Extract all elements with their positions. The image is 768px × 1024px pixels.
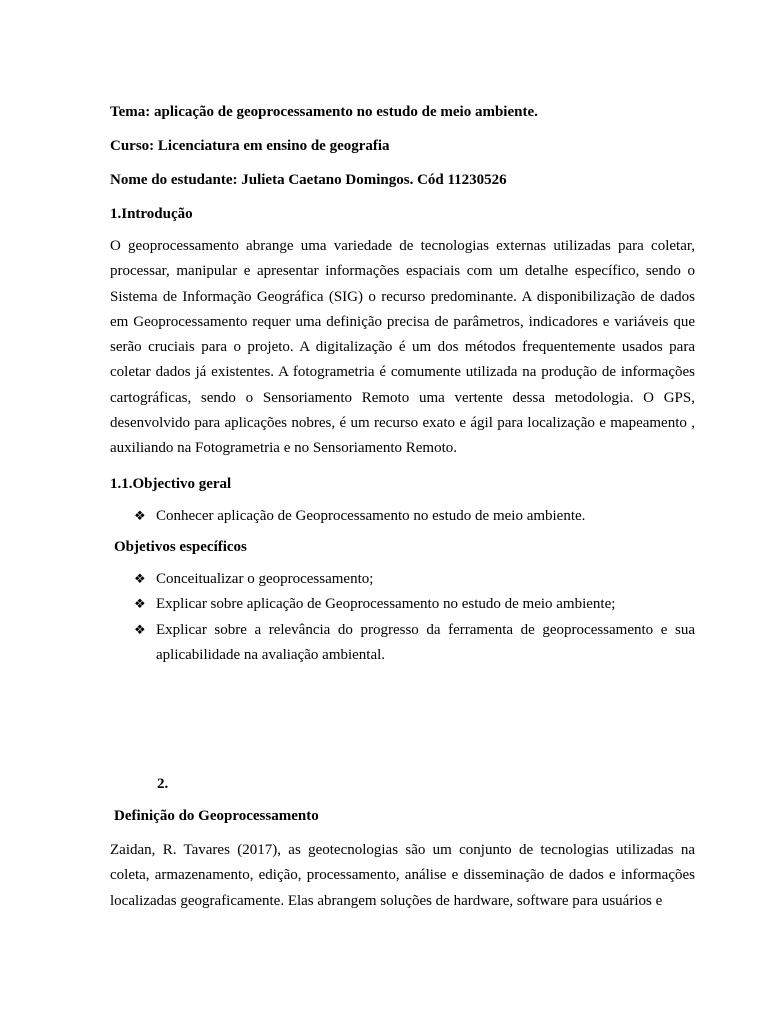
list-item-text: Conceitualizar o geoprocessamento; [156, 570, 374, 587]
definition-heading: Definição do Geoprocessamento [114, 808, 319, 825]
introduction-heading: 1.Introdução [110, 206, 193, 222]
diamond-bullet-icon: ❖ [134, 508, 146, 524]
specific-objectives-list [110, 567, 695, 668]
list-item-text: Explicar sobre aplicação de Geoprocessamento no estudo de meio ambiente; [156, 596, 616, 613]
general-objective-heading: 1.1.Objectivo geral [110, 475, 232, 492]
list-item [134, 592, 695, 617]
diamond-bullet-icon: ❖ [134, 622, 146, 638]
specific-objectives-heading: Objetivos específicos [114, 538, 247, 555]
introduction-paragraph: O geoprocessamento abrange uma variedade de tecnologias externas utilizadas para coletar, processar, manipular e apresentar informações espaciais com um detalhe específico, sendo o Sistema de Informação Geográfica (SIG) o recurso predominante. A disponibilização de dados em Geoprocessamento requer uma definição precisa de parâmetros, indicadores e variáveis que serão cruciais para o projeto. A digitalização é um dos métodos frequentemente usados para coletar dados já existentes. A fotogrametria é comumente utilizada na produção de informações cartográficas, sendo o Sensoriamento Remoto uma vertente dessa metodologia. O GPS, desenvolvido para aplicações nobres, é um recurso exato e ágil para localização e mapeamento , auxiliando na Fotogrametria e no Sensoriamento Remoto. [110, 238, 695, 457]
list-item-text: Explicar sobre a relevância do progresso da ferramenta de geoprocessamento e sua aplicabilidade na avaliação ambiental. [156, 621, 695, 663]
diamond-bullet-icon: ❖ [134, 571, 146, 587]
student-line: Nome do estudante: Julieta Caetano Domingos. Cód 11230526 [110, 172, 507, 188]
general-objective-list [110, 504, 695, 529]
list-item [134, 567, 695, 592]
curso-line: Curso: Licenciatura em ensino de geografia [110, 138, 390, 154]
diamond-bullet-icon: ❖ [134, 597, 146, 613]
document-page [110, 100, 695, 914]
list-item [134, 618, 695, 669]
tema-line: Tema: aplicação de geoprocessamento no estudo de meio ambiente. [110, 104, 538, 120]
definition-paragraph: Zaidan, R. Tavares (2017), as geotecnologias são um conjunto de tecnologias utilizadas na coleta, armazenamento, edição, processamento, análise e disseminação de dados e informações localizadas geograficamente. Elas abrangem soluções de hardware, software para usuários e [110, 842, 695, 909]
list-item-text: Conhecer aplicação de Geoprocessamento no estudo de meio ambiente. [156, 507, 586, 524]
section-number: 2. [157, 776, 169, 793]
list-item [134, 504, 695, 529]
